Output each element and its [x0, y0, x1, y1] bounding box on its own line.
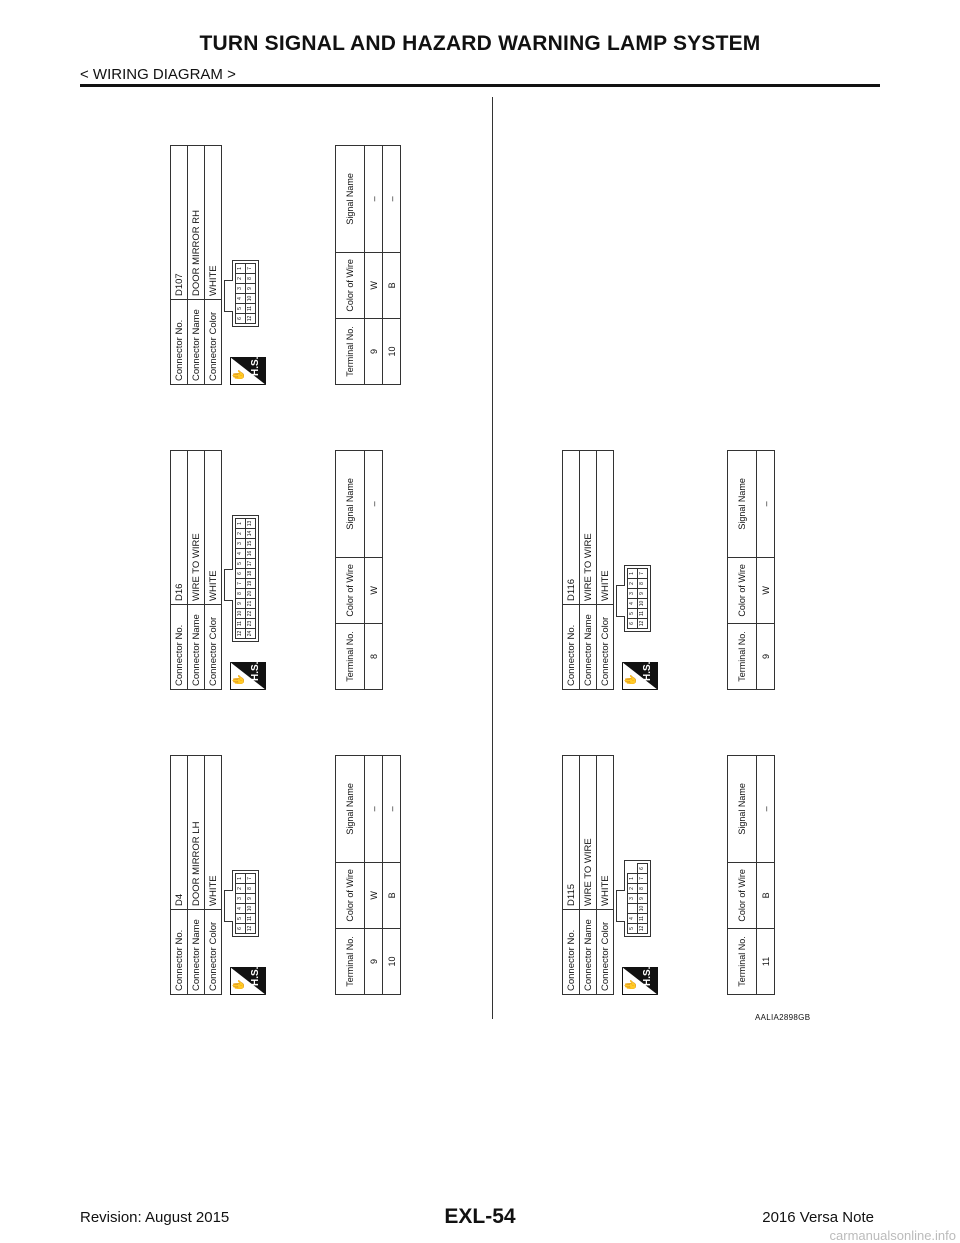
hs-label: H.S. — [250, 661, 261, 681]
pin-cell: 1 — [236, 264, 246, 274]
pin-cell: 7 — [246, 874, 256, 884]
pin-cell: 18 — [246, 569, 256, 579]
connector-no-label: Connector No. — [171, 910, 188, 995]
terminal-no: 10 — [383, 928, 401, 994]
terminal-no-header: Terminal No. — [336, 318, 365, 384]
signal-name-header: Signal Name — [336, 451, 365, 558]
page-number: EXL-54 — [444, 1205, 516, 1228]
pin-cell: 7 — [638, 569, 648, 579]
pin-cell: 12 — [638, 924, 648, 934]
connector-name-value: WIRE TO WIRE — [188, 451, 205, 605]
pin-cell: 17 — [246, 559, 256, 569]
pin-cell: 12 — [638, 619, 648, 629]
connector-no-label: Connector No. — [171, 300, 188, 385]
pin-cell: 12 — [246, 924, 256, 934]
pin-cell: 14 — [246, 529, 256, 539]
pin-cell: 4 — [628, 599, 638, 609]
terminal-wire: W — [365, 557, 383, 623]
connector-no-label: Connector No. — [171, 605, 188, 690]
terminal-signal: – — [757, 451, 775, 558]
pin-cell: 5 — [236, 914, 246, 924]
pin-cell: 4 — [236, 294, 246, 304]
harness-side-icon — [622, 662, 658, 690]
pin-cell: 5 — [236, 304, 246, 314]
terminal-signal: – — [365, 451, 383, 558]
table-row — [383, 756, 401, 995]
terminal-no: 9 — [757, 623, 775, 689]
connector-name-label: Connector Name — [188, 300, 205, 385]
pin-cell: 2 — [236, 884, 246, 894]
wire-color-header: Color of Wire — [336, 252, 365, 318]
connector-hand-icon: ✋ — [625, 978, 637, 992]
pin-cell: 5 — [628, 609, 638, 619]
connector-color-label: Connector Color — [597, 605, 614, 690]
connector-info-table — [562, 450, 614, 690]
page-title: TURN SIGNAL AND HAZARD WARNING LAMP SYSTEM — [199, 32, 761, 55]
pin-cell: 7 — [246, 264, 256, 274]
pin-cell: 10 — [246, 904, 256, 914]
terminal-no-header: Terminal No. — [336, 623, 365, 689]
connector-color-label: Connector Color — [597, 910, 614, 995]
terminal-no: 8 — [365, 623, 383, 689]
pin-cell: 9 — [236, 599, 246, 609]
pin-cell: 9 — [638, 589, 648, 599]
pin-cell: 4 — [628, 914, 638, 924]
terminal-wire: W — [757, 557, 775, 623]
hs-label: H.S. — [642, 661, 653, 681]
connector-color-label: Connector Color — [205, 300, 222, 385]
pin-cell: 6 — [236, 314, 246, 324]
signal-name-header: Signal Name — [728, 451, 757, 558]
connector-no-value: D16 — [171, 451, 188, 605]
connector-hand-icon: ✋ — [233, 673, 245, 687]
connector-color-label: Connector Color — [205, 605, 222, 690]
pin-cell: 4 — [236, 549, 246, 559]
pin-cell: 2 — [628, 884, 638, 894]
hs-label: H.S. — [642, 966, 653, 986]
pin-cell: 19 — [246, 579, 256, 589]
connector-color-value: WHITE — [597, 756, 614, 910]
pin-cell: 5 — [628, 924, 638, 934]
connector-hand-icon: ✋ — [233, 368, 245, 382]
connector-face — [232, 870, 259, 937]
terminal-table — [727, 755, 775, 995]
table-row — [365, 146, 383, 385]
table-row — [757, 756, 775, 995]
pin-cell: 5 — [236, 559, 246, 569]
connector-color-value: WHITE — [205, 146, 222, 300]
connector-face — [232, 260, 259, 327]
wire-color-header: Color of Wire — [728, 862, 757, 928]
pin-cell: 11 — [236, 619, 246, 629]
terminal-wire: B — [383, 862, 401, 928]
harness-side-icon — [230, 967, 266, 995]
pin-cell: 11 — [246, 914, 256, 924]
connector-info-table — [562, 755, 614, 995]
pin-cell: 21 — [246, 599, 256, 609]
pin-cell: 6 — [628, 619, 638, 629]
pin-cell: 1 — [236, 519, 246, 529]
terminal-wire: B — [383, 252, 401, 318]
connector-color-value: WHITE — [205, 451, 222, 605]
terminal-signal: – — [365, 146, 383, 253]
hs-label: H.S. — [250, 966, 261, 986]
connector-latch — [616, 890, 625, 922]
pin-cell: 1 — [628, 569, 638, 579]
connector-name-label: Connector Name — [580, 605, 597, 690]
hs-label: H.S. — [250, 356, 261, 376]
pin-cell: 9 — [638, 894, 648, 904]
pin-cell: 6 — [236, 924, 246, 934]
pin-cell: 10 — [638, 599, 648, 609]
model-text: 2016 Versa Note — [762, 1209, 874, 1226]
section-subtitle: < WIRING DIAGRAM > — [80, 66, 236, 83]
pin-cell: 12 — [246, 314, 256, 324]
pin-cell: 8 — [638, 884, 648, 894]
connector-info-table — [170, 450, 222, 690]
connector-no-value: D4 — [171, 756, 188, 910]
connector-latch — [224, 569, 233, 601]
terminal-no: 9 — [365, 928, 383, 994]
pin-cell: 2 — [236, 529, 246, 539]
connector-latch — [224, 890, 233, 922]
connector-color-value: WHITE — [205, 756, 222, 910]
pin-cell: 12 — [236, 629, 246, 639]
pin-cell: 3 — [628, 894, 638, 904]
signal-name-header: Signal Name — [336, 146, 365, 253]
pin-cell: 10 — [236, 609, 246, 619]
terminal-no: 11 — [757, 928, 775, 994]
connector-no-value: D116 — [563, 451, 580, 605]
pin-grid — [235, 518, 256, 639]
connector-info-table — [170, 145, 222, 385]
pin-cell: 7 — [236, 579, 246, 589]
pin-grid — [627, 568, 648, 629]
pin-cell: 3 — [236, 539, 246, 549]
pin-cell: 9 — [246, 894, 256, 904]
pin-cell: 8 — [246, 884, 256, 894]
connector-name-label: Connector Name — [580, 910, 597, 995]
table-row — [383, 146, 401, 385]
connector-block — [562, 230, 812, 690]
harness-side-icon — [230, 357, 266, 385]
terminal-wire: W — [365, 252, 383, 318]
connector-face — [624, 860, 651, 937]
pin-cell: 11 — [638, 609, 648, 619]
pin-cell: 10 — [246, 294, 256, 304]
watermark-text: carmanualsonline.info — [829, 1228, 956, 1243]
connector-name-value: WIRE TO WIRE — [580, 756, 597, 910]
signal-name-header: Signal Name — [336, 756, 365, 863]
revision-text: Revision: August 2015 — [80, 1209, 230, 1226]
connector-name-value: DOOR MIRROR RH — [188, 146, 205, 300]
wire-color-header: Color of Wire — [336, 862, 365, 928]
terminal-wire: B — [757, 862, 775, 928]
harness-side-icon — [230, 662, 266, 690]
terminal-table — [335, 450, 383, 690]
connector-name-label: Connector Name — [188, 605, 205, 690]
terminal-signal: – — [365, 756, 383, 863]
pin-cell: 8 — [246, 274, 256, 284]
connector-no-label: Connector No. — [563, 910, 580, 995]
pin-cell: 6 — [638, 864, 648, 874]
connector-latch — [616, 585, 625, 617]
pin-cell: 23 — [246, 619, 256, 629]
connector-block — [170, 0, 420, 385]
table-row — [365, 451, 383, 690]
pin-cell: 13 — [246, 519, 256, 529]
pin-grid — [235, 263, 256, 324]
pin-cell: 16 — [246, 549, 256, 559]
pin-cell: 10 — [638, 904, 648, 914]
table-row — [757, 451, 775, 690]
pin-cell: 8 — [236, 589, 246, 599]
terminal-table — [335, 145, 401, 385]
pin-cell: 11 — [246, 304, 256, 314]
pin-cell: 3 — [628, 589, 638, 599]
pin-cell: 3 — [236, 284, 246, 294]
pin-cell: 6 — [236, 569, 246, 579]
signal-name-header: Signal Name — [728, 756, 757, 863]
pin-cell: 24 — [246, 629, 256, 639]
terminal-table — [727, 450, 775, 690]
pin-cell: 4 — [236, 904, 246, 914]
pin-grid — [627, 863, 648, 934]
table-row — [365, 756, 383, 995]
pin-cell: 3 — [236, 894, 246, 904]
pin-cell: 1 — [236, 874, 246, 884]
terminal-no-header: Terminal No. — [728, 928, 757, 994]
connector-name-value: DOOR MIRROR LH — [188, 756, 205, 910]
pin-cell: 2 — [236, 274, 246, 284]
terminal-signal: – — [383, 756, 401, 863]
connector-latch — [224, 280, 233, 312]
terminal-wire: W — [365, 862, 383, 928]
terminal-signal: – — [383, 146, 401, 253]
connector-no-label: Connector No. — [563, 605, 580, 690]
connector-no-value: D107 — [171, 146, 188, 300]
connector-no-value: D115 — [563, 756, 580, 910]
terminal-table — [335, 755, 401, 995]
connector-hand-icon: ✋ — [233, 978, 245, 992]
pin-cell: 8 — [638, 579, 648, 589]
pin-blank — [628, 904, 638, 914]
pin-grid — [235, 873, 256, 934]
connector-info-table — [170, 755, 222, 995]
wire-color-header: Color of Wire — [336, 557, 365, 623]
pin-cell: 20 — [246, 589, 256, 599]
harness-side-icon — [622, 967, 658, 995]
pin-cell: 22 — [246, 609, 256, 619]
pin-cell: 1 — [628, 874, 638, 884]
terminal-no-header: Terminal No. — [336, 928, 365, 994]
connector-name-value: WIRE TO WIRE — [580, 451, 597, 605]
diagram-code: AALIA2898GB — [755, 1013, 811, 1022]
terminal-no: 9 — [365, 318, 383, 384]
pin-cell: 7 — [638, 874, 648, 884]
terminal-no: 10 — [383, 318, 401, 384]
terminal-no-header: Terminal No. — [728, 623, 757, 689]
connector-name-label: Connector Name — [188, 910, 205, 995]
terminal-signal: – — [757, 756, 775, 863]
pin-cell: 2 — [628, 579, 638, 589]
pin-cell: 15 — [246, 539, 256, 549]
connector-color-value: WHITE — [597, 451, 614, 605]
wire-color-header: Color of Wire — [728, 557, 757, 623]
connector-color-label: Connector Color — [205, 910, 222, 995]
connector-hand-icon: ✋ — [625, 673, 637, 687]
pin-cell: 9 — [246, 284, 256, 294]
connector-face — [232, 515, 259, 642]
pin-cell: 11 — [638, 914, 648, 924]
connector-face — [624, 565, 651, 632]
